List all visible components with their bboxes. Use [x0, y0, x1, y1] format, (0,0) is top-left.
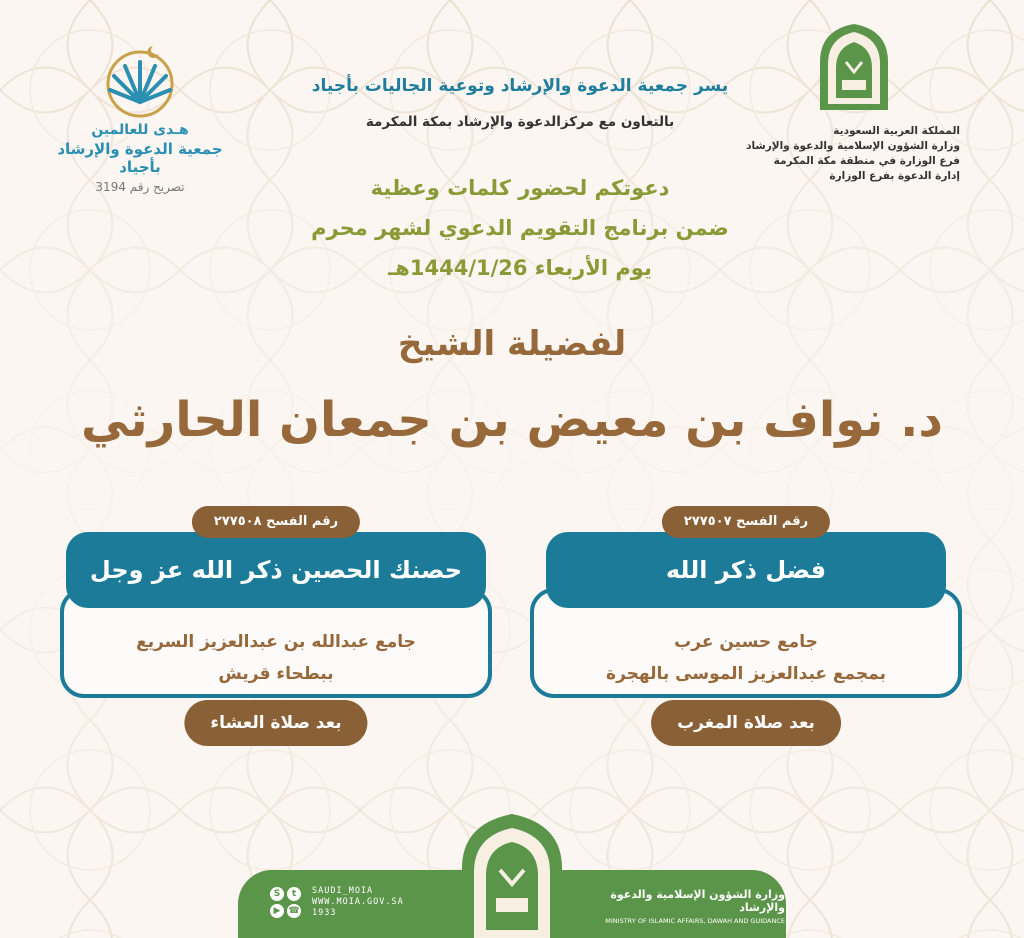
- footer-contacts: [270, 886, 450, 919]
- ministry-line-3: فرع الوزارة في منطقة مكة المكرمة: [773, 155, 960, 167]
- invitation-date: يوم الأربعاء 1444/1/26هـ: [388, 256, 652, 280]
- footer-ministry-en: MINISTRY OF ISLAMIC AFFAIRS, DAWAH AND GUIDANCE: [605, 917, 785, 925]
- sponsor-text: يسر جمعية الدعوة والإرشاد وتوعية الجاليات بأجياد: [311, 76, 729, 96]
- ministry-line-2: وزارة الشؤون الإسلامية والدعوة والإرشاد: [746, 140, 960, 152]
- invitation-line-2: ضمن برنامج التقويم الدعوي لشهر محرم: [311, 216, 729, 240]
- snapchat-icon[interactable]: S: [270, 887, 284, 901]
- footer-ministry: [585, 888, 785, 925]
- lecture-card: [60, 506, 492, 746]
- ministry-line-4: إدارة الدعوة بفرع الوزارة: [829, 170, 960, 182]
- association-slogan: هـدى للعالمين: [91, 122, 189, 138]
- footer-website[interactable]: WWW.MOIA.GOV.SA: [312, 897, 404, 907]
- lecture-title: فضل ذكر الله: [546, 532, 946, 608]
- twitter-icon[interactable]: t: [287, 887, 301, 901]
- association-logo: [40, 40, 240, 194]
- lecture-permit-badge: رقم الفسح ٢٧٧٥٠٧: [662, 506, 830, 538]
- invitation-line-1: دعوتكم لحضور كلمات وعظية: [370, 176, 670, 200]
- lecture-area: بمجمع عبدالعزيز الموسى بالهجرة: [606, 664, 886, 684]
- ministry-line-1: المملكة العربية السعودية: [833, 125, 960, 137]
- lecture-time-badge: بعد صلاة العشاء: [184, 700, 367, 746]
- association-permit: تصريح رقم 3194: [95, 180, 185, 194]
- sunburst-logo-icon: [95, 40, 185, 120]
- phone-icon[interactable]: ☎: [288, 906, 300, 916]
- footer-ministry-ar: وزارة الشؤون الإسلامية والدعوة والإرشاد: [610, 888, 785, 914]
- mosque-arch-emblem-icon: [814, 22, 894, 112]
- ministry-emblem-icon: [452, 812, 572, 938]
- speaker-prefix: لفضيلة الشيخ: [397, 324, 627, 364]
- cooperation-text: بالتعاون مع مركزالدعوة والإرشاد بمكة المكرمة: [365, 114, 675, 130]
- lecture-time-badge: بعد صلاة المغرب: [651, 700, 841, 746]
- youtube-icon[interactable]: ▶: [270, 904, 284, 918]
- lecture-area: ببطحاء قريش: [218, 664, 334, 684]
- lecture-mosque: جامع حسين عرب: [674, 632, 818, 652]
- invitation-block: [230, 168, 810, 288]
- ministry-logo: [744, 22, 964, 184]
- lecture-card: [530, 506, 962, 746]
- lecture-mosque: جامع عبدالله بن عبدالعزيز السريع: [136, 632, 416, 652]
- footer-handle[interactable]: SAUDI_MOIA: [312, 886, 374, 896]
- footer-phone[interactable]: 1933: [312, 908, 337, 918]
- association-name: جمعية الدعوة والإرشاد بأجياد: [57, 140, 223, 176]
- lecture-title: حصنك الحصين ذكر الله عز وجل: [66, 532, 486, 608]
- lecture-permit-badge: رقم الفسح ٢٧٧٥٠٨: [192, 506, 360, 538]
- speaker-name: د. نواف بن معيض بن جمعان الحارثي: [81, 392, 943, 448]
